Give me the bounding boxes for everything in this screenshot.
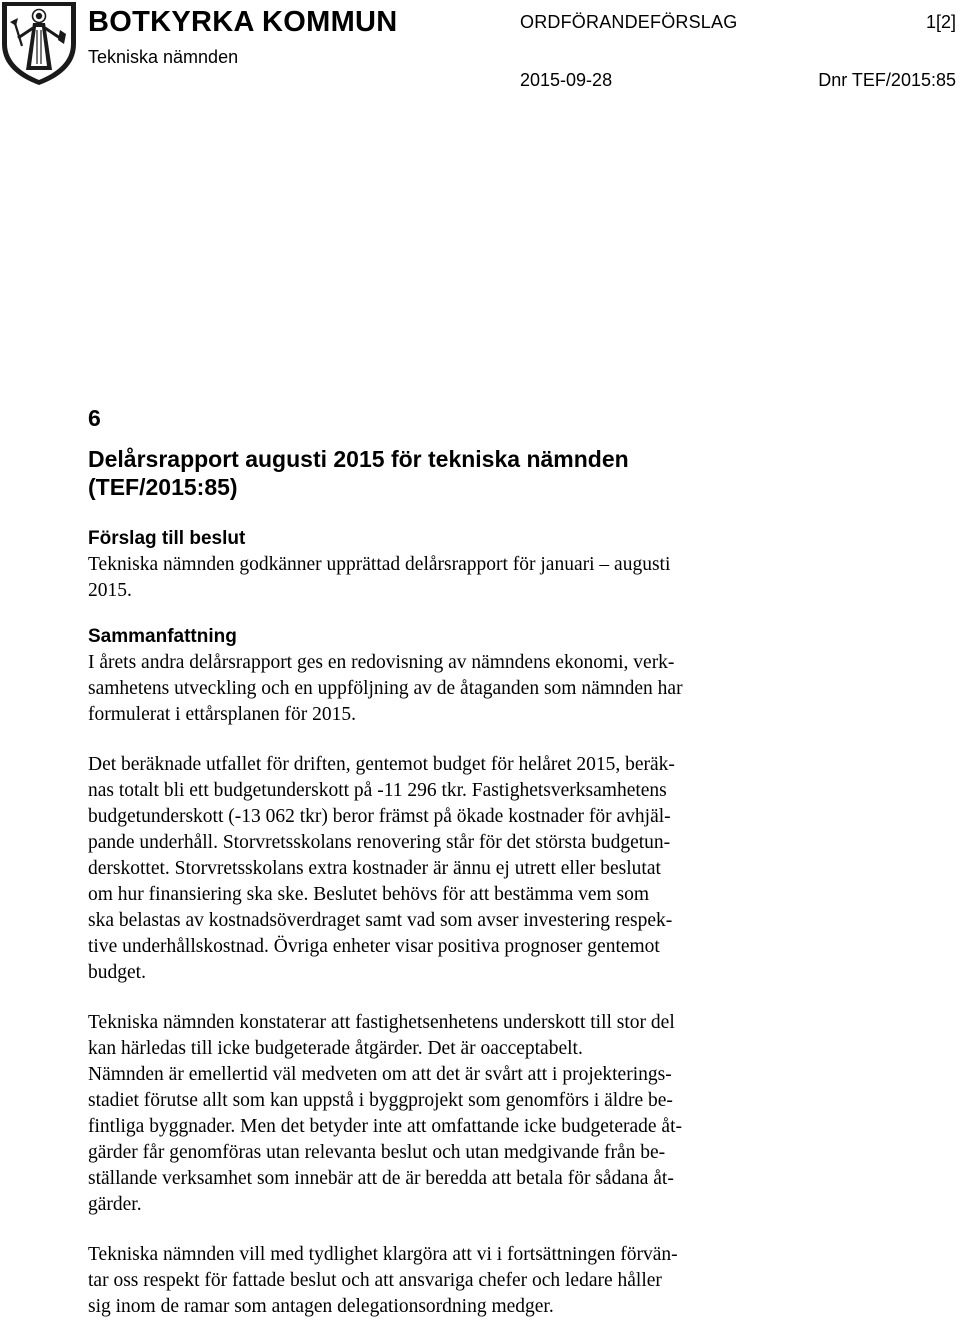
- text-line: tar oss respekt för fattade beslut och att ansvariga chefer och ledare håller: [88, 1270, 662, 1291]
- agenda-item-number: 6: [88, 405, 101, 431]
- summary-paragraph-2: [88, 752, 808, 986]
- text-line: tive underhållskostnad. Övriga enheter visar positiva prognoser gentemot: [88, 936, 660, 957]
- document-type: ORDFÖRANDEFÖRSLAG: [520, 12, 738, 32]
- page-number: 1[2]: [925, 12, 956, 32]
- text-line: nas totalt bli ett budgetunderskott på -11 296 tkr. Fastighetsverksamhetens: [88, 780, 667, 801]
- document-title: [88, 445, 808, 501]
- proposal-paragraph: [88, 552, 808, 604]
- text-line: samhetens utveckling och en uppföljning av de åtaganden som nämnden har: [88, 678, 683, 699]
- text-line: Tekniska nämnden vill med tydlighet klargöra att vi i fortsättningen förvän-: [88, 1244, 678, 1265]
- text-line: I årets andra delårsrapport ges en redovisning av nämndens ekonomi, verk-: [88, 652, 675, 673]
- text-line: Det beräknade utfallet för driften, gentemot budget för helåret 2015, beräk-: [88, 754, 675, 775]
- proposal-heading: Förslag till beslut: [88, 528, 246, 549]
- summary-paragraph-1: [88, 650, 808, 728]
- title-line: Delårsrapport augusti 2015 för tekniska nämnden: [88, 446, 629, 472]
- summary-heading: Sammanfattning: [88, 626, 237, 647]
- text-line: derskottet. Storvretsskolans extra kostnader är ännu ej utrett eller beslutat: [88, 858, 661, 879]
- registration-number: Dnr TEF/2015:85: [818, 70, 956, 90]
- summary-paragraph-3: [88, 1010, 808, 1218]
- text-line: om hur finansiering ska ske. Beslutet behövs för att bestämma vem som: [88, 884, 650, 905]
- text-line: kan härledas till icke budgeterade åtgärder. Det är oacceptabelt.: [88, 1038, 583, 1059]
- title-line: (TEF/2015:85): [88, 474, 238, 500]
- text-line: Tekniska nämnden godkänner upprättad delårsrapport för januari – augusti: [88, 554, 671, 575]
- text-line: stadiet förutse allt som kan uppstå i byggprojekt som genomförs i äldre be-: [88, 1090, 673, 1111]
- municipality-crest-icon: [0, 0, 78, 86]
- text-line: gärder får genomföras utan relevanta beslut och utan medgivande från be-: [88, 1142, 666, 1163]
- department-name: Tekniska nämnden: [88, 47, 239, 67]
- organization-name: BOTKYRKA KOMMUN: [88, 6, 398, 38]
- text-line: budgetunderskott (-13 062 tkr) beror främst på ökade kostnader för avhjäl-: [88, 806, 671, 827]
- text-line: ställande verksamhet som innebär att de är beredda att betala för sådana åt-: [88, 1168, 674, 1189]
- document-body: [88, 403, 808, 1320]
- text-line: Tekniska nämnden konstaterar att fastighetsenhetens underskott till stor del: [88, 1012, 675, 1033]
- text-line: ska belastas av kostnadsöverdraget samt vad som avser investering respek-: [88, 910, 673, 931]
- text-line: gärder.: [88, 1194, 142, 1215]
- text-line: budget.: [88, 962, 146, 983]
- text-line: Nämnden är emellertid väl medveten om att det är svårt att i projekterings-: [88, 1064, 672, 1085]
- text-line: sig inom de ramar som antagen delegationsordning medger.: [88, 1296, 554, 1317]
- text-line: 2015.: [88, 580, 132, 601]
- text-line: pande underhåll. Storvretsskolans renovering står för det största budgetun-: [88, 832, 671, 853]
- text-line: fintliga byggnader. Men det betyder inte att omfattande icke budgeterade åt-: [88, 1116, 682, 1137]
- summary-paragraph-4: [88, 1242, 808, 1320]
- text-line: formulerat i ettårsplanen för 2015.: [88, 704, 357, 725]
- document-date: 2015-09-28: [520, 70, 613, 90]
